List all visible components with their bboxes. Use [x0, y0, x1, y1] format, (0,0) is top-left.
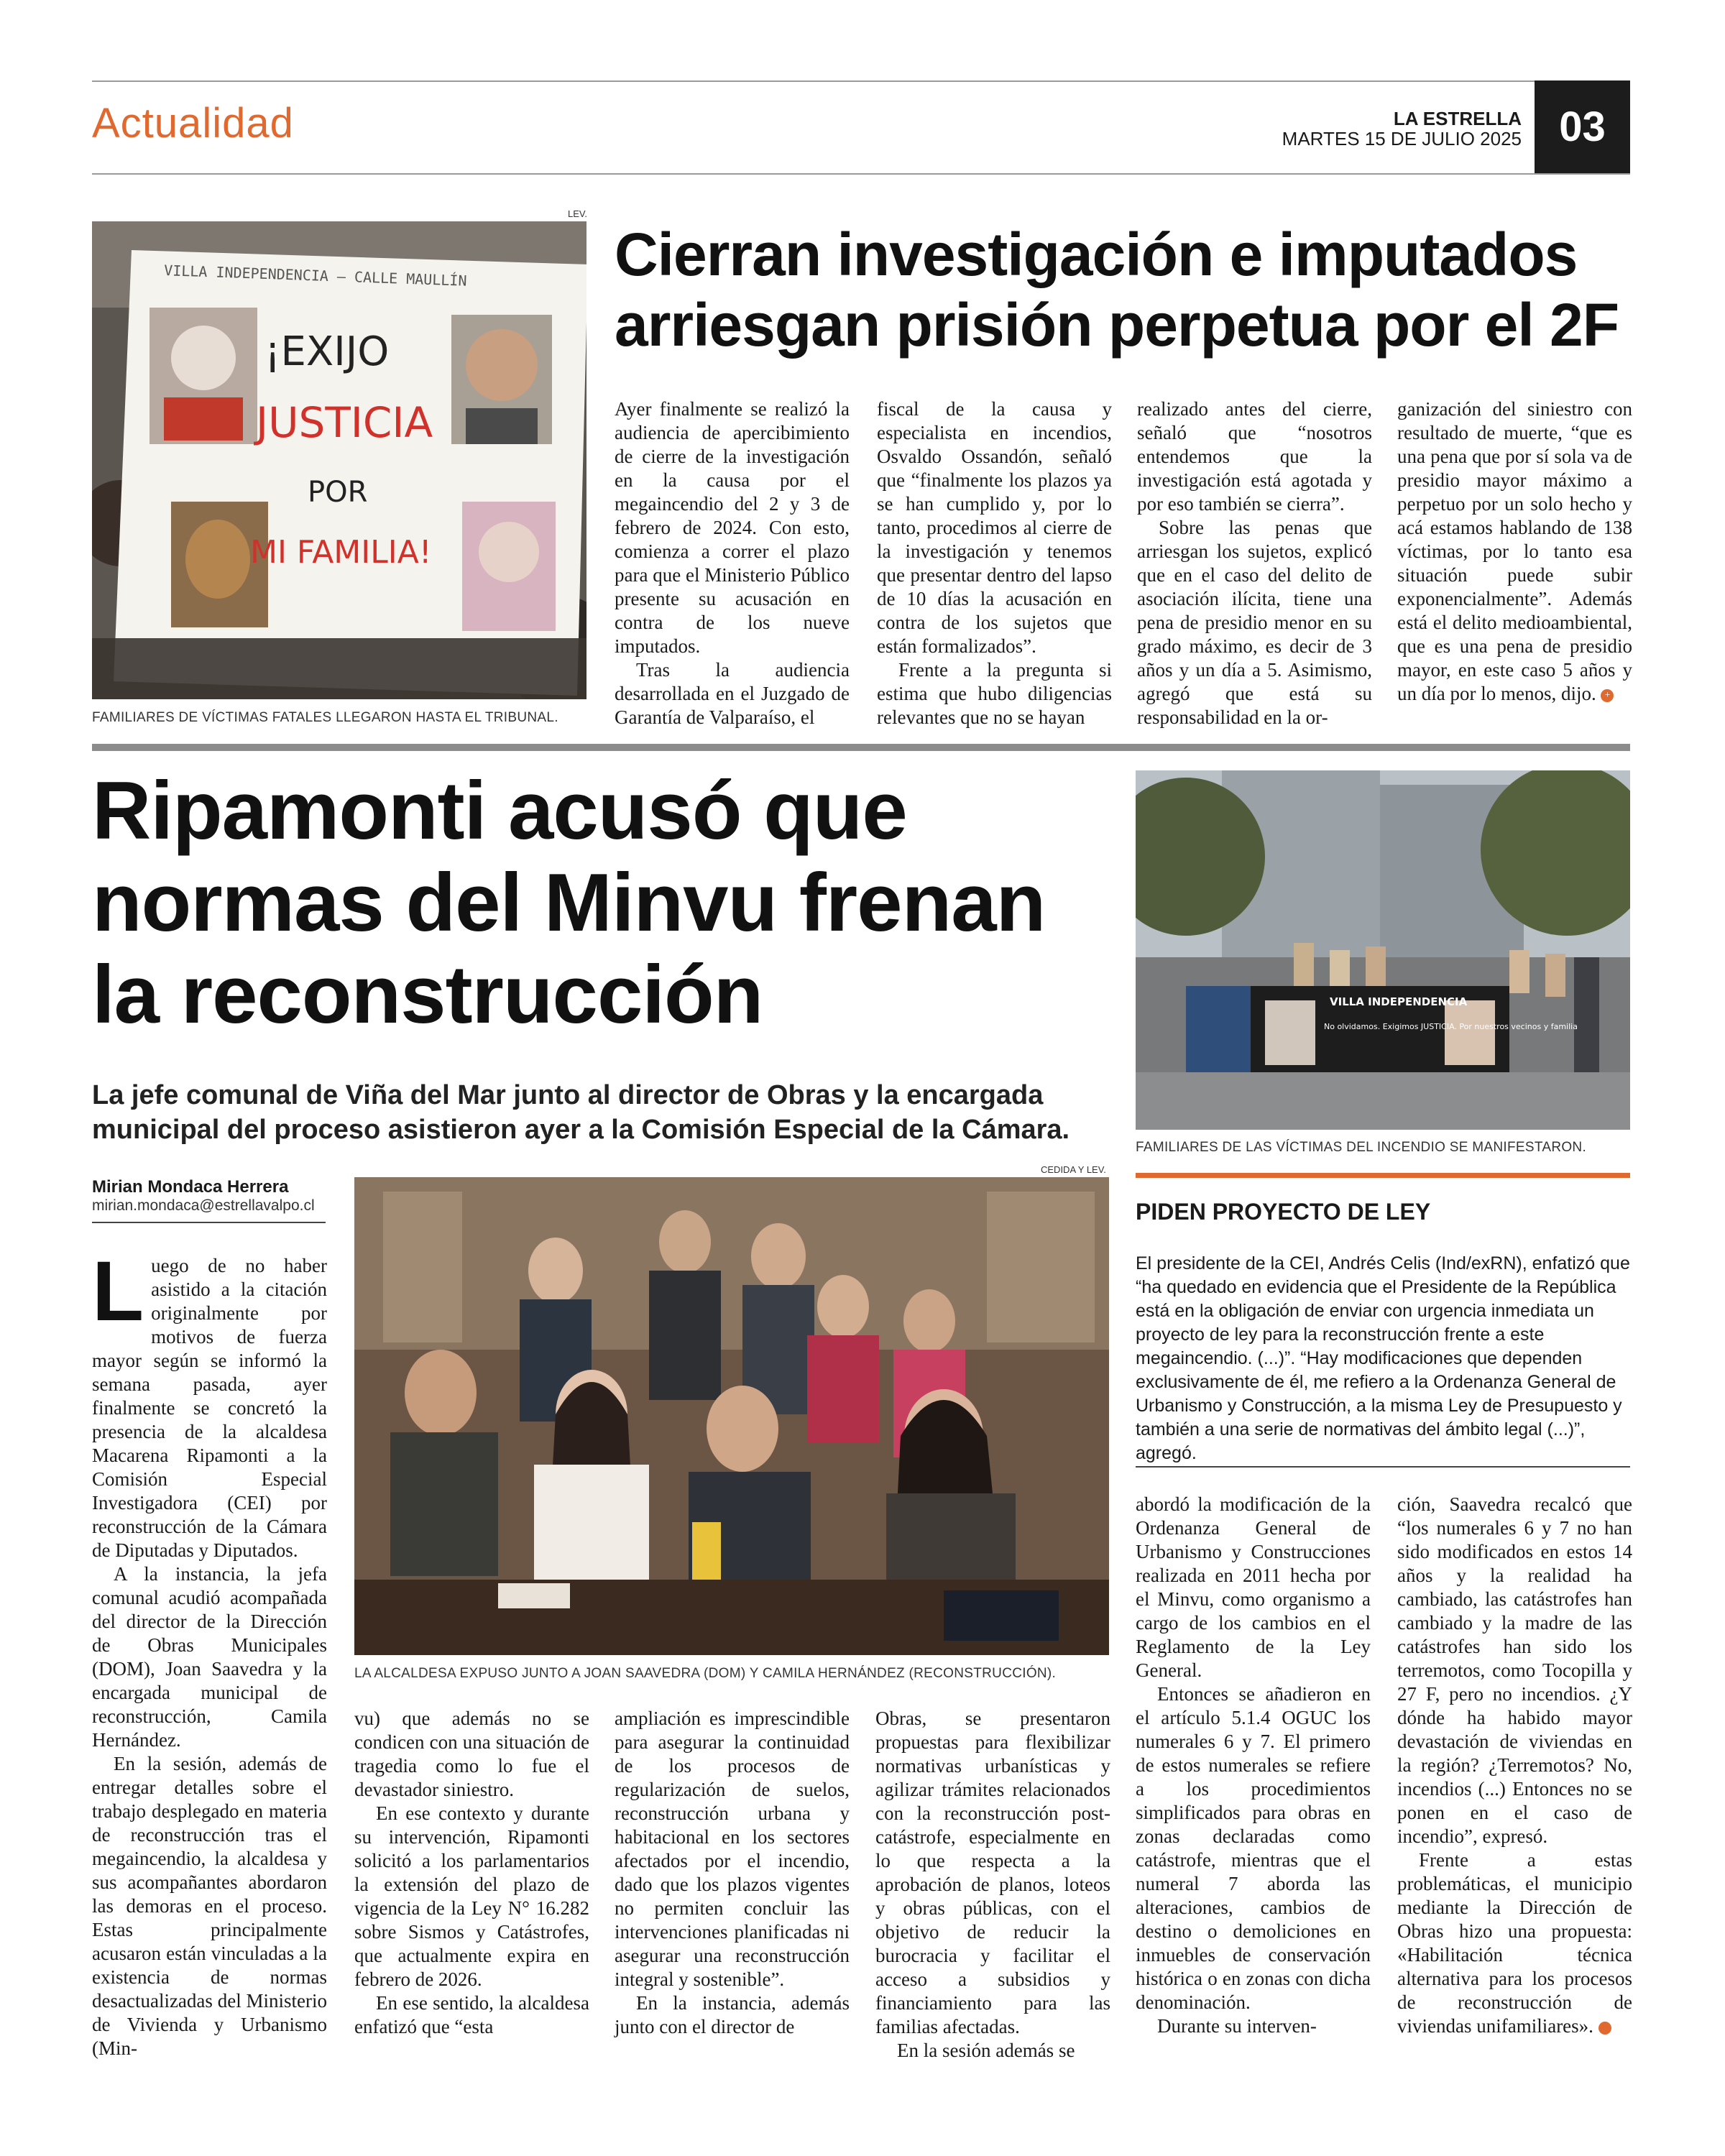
paragraph: abordó la modificación de la Ordenanza General de Urbanismo y Construcciones realizada en 2011 hecha por el Minvu, como organismo a cargo de los cambios en el Reglamento de la Ley General. [1136, 1493, 1371, 1681]
newspaper-name: LA ESTRELLA [1393, 108, 1522, 129]
page-number: 03 [1535, 80, 1630, 173]
paragraph: En la instancia, además junto con el director de [615, 1992, 850, 2037]
paragraph [1397, 1848, 1632, 2038]
paragraph: ción, Saavedra recalcó que “los numerales 6 y 7 no han sido modificados en estos 14 años y la realidad ha cambiado, las catástrofes han cambiado y la madre de las catástrofes han sido los terremotos, como Tocopilla y 27 F, pero no incendios. ¿Y dónde ha habido mayor devastación de viviendas en la región? ¿Terremotos? No, incendios (...) Entonces no se ponen en el caso de incendio”, expresó. [1397, 1493, 1632, 1847]
svg-text:No olvidamos. Exigimos JUSTICI: No olvidamos. Exigimos JUSTICIA. Por nuestros vecinos y familia [1324, 1022, 1578, 1031]
paragraph: fiscal de la causa y especialista en incendios, Osvaldo Ossandón, señaló que “finalmente los plazos ya se han cumplido y, por lo tanto, procedimos al cierre de la investigación y tenemos que presentar dentro del lapso de 10 días la acusación en contra de los sujetos que están formalizados”. [877, 398, 1112, 657]
paragraph-text: Frente a estas problemáticas, el municipio mediante la Dirección de Obras hizo una propuesta: «Habilitación técnica alternativa para los procesos de reconstrucción de viviendas unifamiliares». [1397, 1849, 1632, 2037]
story2-column-4 [875, 1707, 1110, 2063]
paragraph [92, 1244, 327, 1562]
paragraph: Obras, se presentaron propuestas para flexibilizar normativas urbanísticas y agilizar trámites relacionados con la reconstrucción post-catástrofe, especialmente en lo que respecta a la aprobación de planos, loteos y obras públicas, con el objetivo de reducir la burocracia y facilitar el acceso a subsidios y financiamiento para las familias afectadas. [875, 1708, 1110, 2037]
svg-text:VILLA INDEPENDENCIA – CALLE MA: VILLA INDEPENDENCIA – CALLE MAULLÍN [163, 262, 467, 290]
end-of-story-icon: + [1598, 2022, 1611, 2035]
headline: Cierran investigación e imputados arriesgan prisión perpetua por el 2F [615, 221, 1619, 359]
header-rule [92, 173, 1630, 175]
story1-column-1 [615, 397, 850, 729]
top-rule [92, 80, 1630, 82]
demonstration-photo [1136, 770, 1630, 1130]
commission-photo [354, 1177, 1109, 1655]
svg-text:MI FAMILIA!: MI FAMILIA! [250, 534, 432, 571]
end-of-story-icon: + [1601, 689, 1614, 702]
paragraph: Durante su interven- [1157, 2015, 1317, 2037]
section-name: Actualidad [92, 100, 294, 147]
story2-column-2 [354, 1707, 589, 2039]
paragraph: vu) que además no se condicen con una situación de tragedia como lo fue el devastador siniestro. [354, 1708, 589, 1800]
story1-column-2 [877, 397, 1112, 729]
sidebar-accent-rule [1136, 1173, 1630, 1178]
paragraph-text: ganización del siniestro con resultado de muerte, “que es una pena que por sí sola va de presidio mayor máximo a perpetuo por un solo hecho y acá estamos hablando de 138 víctimas, por lo tanto esa situación puede subir exponencialmente”. Además está el delito medioambiental, que es una pena de presidio mayor, en este caso 5 años y un día por lo menos, dijo. [1397, 398, 1632, 704]
svg-text:¡EXIJO: ¡EXIJO [264, 328, 390, 375]
photo-caption: FAMILIARES DE LAS VÍCTIMAS DEL INCENDIO SE MANIFESTARON. [1136, 1140, 1587, 1155]
svg-text:VILLA INDEPENDENCIA: VILLA INDEPENDENCIA [1330, 995, 1468, 1008]
sidebar-text: El presidente de la CEI, Andrés Celis (Ind/exRN), enfatizó que “ha quedado en evidencia que el Presidente de la República está en la obligación de enviar con urgencia inmediata un proyecto de ley para la reconstrucción frente a este megaincendio. (...)”. “Hay modificaciones que dependen exclusivamente de él, me refiero a la Ordenanza General de Urbanismo y Construcción, a la misma Ley de Presupuesto y también a una serie de normativas del ámbito legal (...)”, agregó. [1136, 1253, 1630, 1463]
photo-credit: CEDIDA Y LEV. [1041, 1164, 1106, 1175]
author: Mirian Mondaca Herrera [92, 1177, 289, 1197]
paragraph: A la instancia, la jefa comunal acudió acompañada del director de la Dirección de Obras Municipales (DOM), Joan Saavedra y la encargada municipal de reconstrucción, Camila Hernández. [92, 1563, 327, 1751]
headline: Ripamonti acusó que normas del Minvu frenan la reconstrucción [92, 765, 1046, 1041]
demonstration-illustration [1136, 770, 1630, 1130]
paragraph: Tras la audiencia desarrollada en el Juzgado de Garantía de Valparaíso, el [615, 659, 850, 728]
paragraph-text: uego de no haber asistido a la citación originalmente por motivos de fuerza mayor según se informó la semana pasada, ayer finalmente se concretó la presencia de la alcaldesa Macarena Ripamonti a la Comisión Especial Investigadora (CEI) por reconstrucción de la Cámara de Diputadas y Diputados. [92, 1255, 327, 1561]
commission-illustration [354, 1177, 1109, 1655]
paragraph: ampliación es imprescindible para asegurar la continuidad de los procesos de regularización de suelos, reconstrucción urbana y habitacional en los sectores afectados por el incendio, dado que los plazos vigentes no permiten concluir las intervenciones planificadas ni asegurar una reconstrucción integral y sostenible”. [615, 1708, 850, 1990]
svg-text:JUSTICIA: JUSTICIA [256, 398, 433, 447]
story2-column-6 [1397, 1493, 1632, 2038]
deck: La jefe comunal de Viña del Mar junto al director de Obras y la encargada municipal del proceso asistieron ayer a la Comisión Especial de la Cámara. [92, 1080, 1070, 1145]
svg-text:POR: POR [308, 476, 368, 509]
issue-date: MARTES 15 DE JULIO 2025 [1282, 128, 1522, 149]
photo-caption: FAMILIARES DE VÍCTIMAS FATALES LLEGARON HASTA EL TRIBUNAL. [92, 710, 558, 725]
photo-caption: LA ALCALDESA EXPUSO JUNTO A JOAN SAAVEDRA (DOM) Y CAMILA HERNÁNDEZ (RECONSTRUCCIÓN). [354, 1666, 1057, 1681]
protest-sign-photo [92, 221, 586, 699]
sidebar-title: PIDEN PROYECTO DE LEY [1136, 1199, 1431, 1225]
protest-sign-illustration [92, 221, 586, 699]
drop-cap: L [92, 1244, 144, 1339]
author-email: mirian.mondaca@estrellavalpo.cl [92, 1197, 315, 1214]
paragraph: Sobre las penas que arriesgan los sujetos, explicó que en el caso del delito de asociación ilícita, tiene una pena de presidio menor en su grado máximo, es decir de 3 años y un día a 5. Asimismo, agregó que está su responsabilidad en la or- [1137, 517, 1372, 728]
story2-column-3 [615, 1707, 850, 2039]
paragraph: En la sesión, además de entregar detalles sobre el trabajo desplegado en materia de reconstrucción tras el megaincendio, la alcaldesa y sus acompañantes abordaron las demoras en el proceso. Estas principalmente acusaron están vinculadas a la existencia de normas desactualizadas del Ministerio de Vivienda y Urbanismo (Min- [92, 1753, 327, 2059]
story1-column-4 [1397, 397, 1632, 706]
story-separator [92, 744, 1630, 751]
sidebar-end-rule [1136, 1466, 1630, 1468]
paragraph: En ese contexto y durante su intervención, Ripamonti solicitó a los parlamentarios la extensión del plazo de vigencia de la Ley N° 16.282 sobre Sismos y Catástrofes, que actualmente expira en febrero de 2026. [354, 1802, 589, 1990]
photo-credit: LEV. [568, 208, 587, 219]
paragraph: Entonces se añadieron en el artículo 5.1.4 OGUC los numerales 6 y 7. El primero de estos numerales se refiere a los procedimientos simplificados para obras en zonas declaradas como catástrofe, mientras que el numeral 7 aborda las alteraciones, cambios de destino o demoliciones en inmuebles de conservación histórica o en zonas con dicha denominación. [1136, 1683, 1371, 2013]
story2-column-5 [1136, 1493, 1371, 2038]
story1-column-3 [1137, 397, 1372, 729]
paragraph [1397, 397, 1632, 706]
paragraph: En la sesión además se [897, 2040, 1075, 2061]
paragraph: Frente a la pregunta si estima que hubo diligencias relevantes que no se hayan [877, 659, 1112, 728]
story2-column-1 [92, 1244, 327, 2060]
paragraph: Ayer finalmente se realizó la audiencia de apercibimiento de cierre de la investigación en la causa por el megaincendio del 2 y 3 de febrero de 2024. Con esto, comienza a correr el plazo para que el Ministerio Público presente su acusación en contra de los nueve imputados. [615, 398, 850, 657]
paragraph: realizado antes del cierre, señaló que “nosotros entendemos que la investigación está agotada y por eso también se cierra”. [1137, 398, 1372, 515]
byline-rule [92, 1222, 326, 1223]
paragraph: En ese sentido, la alcaldesa enfatizó que “esta [354, 1992, 589, 2037]
